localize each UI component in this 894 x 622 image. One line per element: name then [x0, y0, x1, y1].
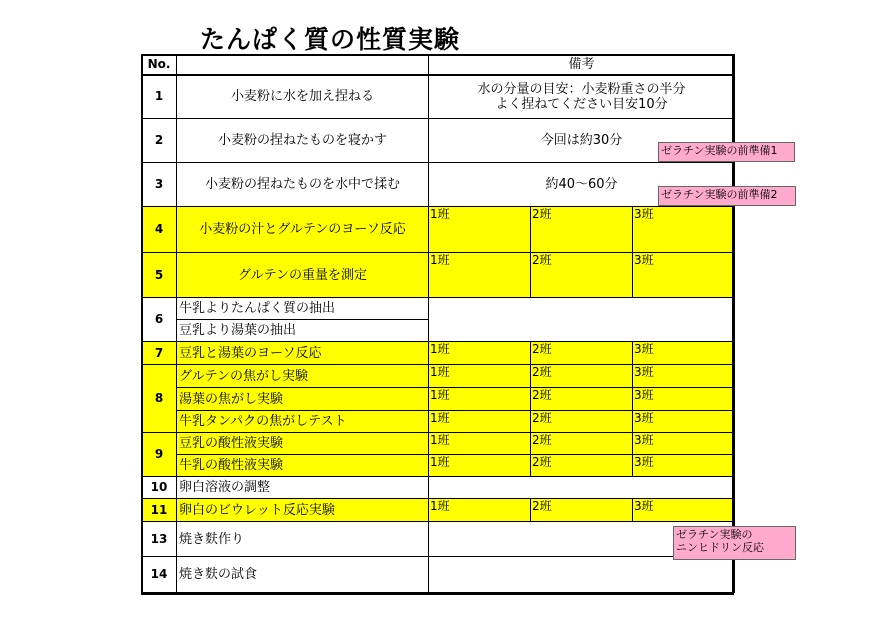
remark-line: 水の分量の目安：小麦粉重さの半分 [477, 81, 686, 97]
row-task: 卵白溶液の調整 [177, 477, 429, 499]
page-title: たんぱく質の性質実験 [200, 25, 461, 54]
group-cell: 2班 [531, 499, 633, 522]
row-task: 小麦粉の捏ねたものを寝かす [177, 119, 429, 163]
header-remarks: 備考 [429, 55, 735, 75]
table-row [142, 388, 735, 411]
group-cell: 2班 [531, 433, 633, 455]
note-gelatin-prep-2: ゼラチン実験の前準備2 [658, 186, 796, 206]
header-task [177, 55, 429, 75]
table-row [142, 298, 735, 320]
row-no: 2 [142, 119, 177, 163]
group-cell: 1班 [429, 342, 531, 365]
group-cell: 1班 [429, 365, 531, 388]
header-row [142, 55, 735, 75]
row-no: 1 [142, 75, 177, 119]
row-no: 3 [142, 163, 177, 207]
group-cell: 2班 [531, 388, 633, 411]
row-task: 湯葉の焦がし実験 [177, 388, 429, 411]
row-no: 9 [142, 433, 177, 477]
row-task: 卵白のビウレット反応実験 [177, 499, 429, 522]
row-task: 牛乳タンパクの焦がしテスト [177, 411, 429, 433]
group-cell: 2班 [531, 342, 633, 365]
row-remark: 約40～60分 [429, 163, 735, 207]
row-no: 14 [142, 557, 177, 593]
group-cell: 1班 [429, 411, 531, 433]
group-cell: 3班 [633, 365, 735, 388]
table-row [142, 433, 735, 455]
row-task: 小麦粉の捏ねたものを水中で揉む [177, 163, 429, 207]
table-row [142, 477, 735, 499]
remark-line: よく捏ねてください目安10分 [495, 96, 668, 112]
row-no: 7 [142, 342, 177, 365]
row-remark [429, 557, 735, 593]
note-ninhydrin [673, 526, 796, 560]
table-row [142, 365, 735, 388]
note-line: ゼラチン実験の [676, 528, 753, 541]
group-cell: 3班 [633, 499, 735, 522]
table-row [142, 253, 735, 298]
row-task: 牛乳よりたんぱく質の抽出 [177, 298, 429, 320]
row-remark [429, 477, 735, 499]
row-no: 11 [142, 499, 177, 522]
group-cell: 2班 [531, 253, 633, 298]
group-cell: 1班 [429, 433, 531, 455]
table-row [142, 522, 735, 557]
group-cell: 1班 [429, 499, 531, 522]
note-line: ニンヒドリン反応 [676, 541, 764, 554]
row-task: 豆乳より湯葉の抽出 [177, 320, 429, 342]
row-no: 4 [142, 207, 177, 253]
header-no: No. [142, 55, 177, 75]
group-cell: 1班 [429, 388, 531, 411]
table-row [142, 342, 735, 365]
table-row [142, 499, 735, 522]
table-row [142, 75, 735, 119]
row-task: 焼き麩の試食 [177, 557, 429, 593]
group-cell: 2班 [531, 455, 633, 477]
group-cell: 1班 [429, 253, 531, 298]
row-no: 6 [142, 298, 177, 342]
row-no: 5 [142, 253, 177, 298]
group-cell: 3班 [633, 207, 735, 253]
row-task: 豆乳の酸性液実験 [177, 433, 429, 455]
row-no: 10 [142, 477, 177, 499]
row-no: 8 [142, 365, 177, 433]
table-row [142, 557, 735, 593]
group-cell: 3班 [633, 253, 735, 298]
row-task: 豆乳と湯葉のヨーソ反応 [177, 342, 429, 365]
group-cell: 3班 [633, 433, 735, 455]
group-cell: 3班 [633, 388, 735, 411]
group-cell: 3班 [633, 411, 735, 433]
table-row [142, 455, 735, 477]
row-task: グルテンの焦がし実験 [177, 365, 429, 388]
group-cell: 1班 [429, 455, 531, 477]
row-remark [429, 298, 735, 342]
row-task: 牛乳の酸性液実験 [177, 455, 429, 477]
row-task: 小麦粉の汁とグルテンのヨーソ反応 [177, 207, 429, 253]
table-row [142, 119, 735, 163]
row-task: グルテンの重量を測定 [177, 253, 429, 298]
group-cell: 2班 [531, 365, 633, 388]
group-cell: 3班 [633, 342, 735, 365]
table-row [142, 163, 735, 207]
group-cell: 2班 [531, 411, 633, 433]
group-cell: 3班 [633, 455, 735, 477]
table-row [142, 207, 735, 253]
table-row [142, 411, 735, 433]
row-no: 13 [142, 522, 177, 557]
row-task: 焼き麩作り [177, 522, 429, 557]
note-gelatin-prep-1: ゼラチン実験の前準備1 [658, 142, 795, 162]
row-task: 小麦粉に水を加え捏ねる [177, 75, 429, 119]
row-remark: 今回は約30分 [429, 119, 735, 163]
row-remark [429, 75, 735, 119]
group-cell: 2班 [531, 207, 633, 253]
experiment-table [141, 54, 735, 593]
group-cell: 1班 [429, 207, 531, 253]
